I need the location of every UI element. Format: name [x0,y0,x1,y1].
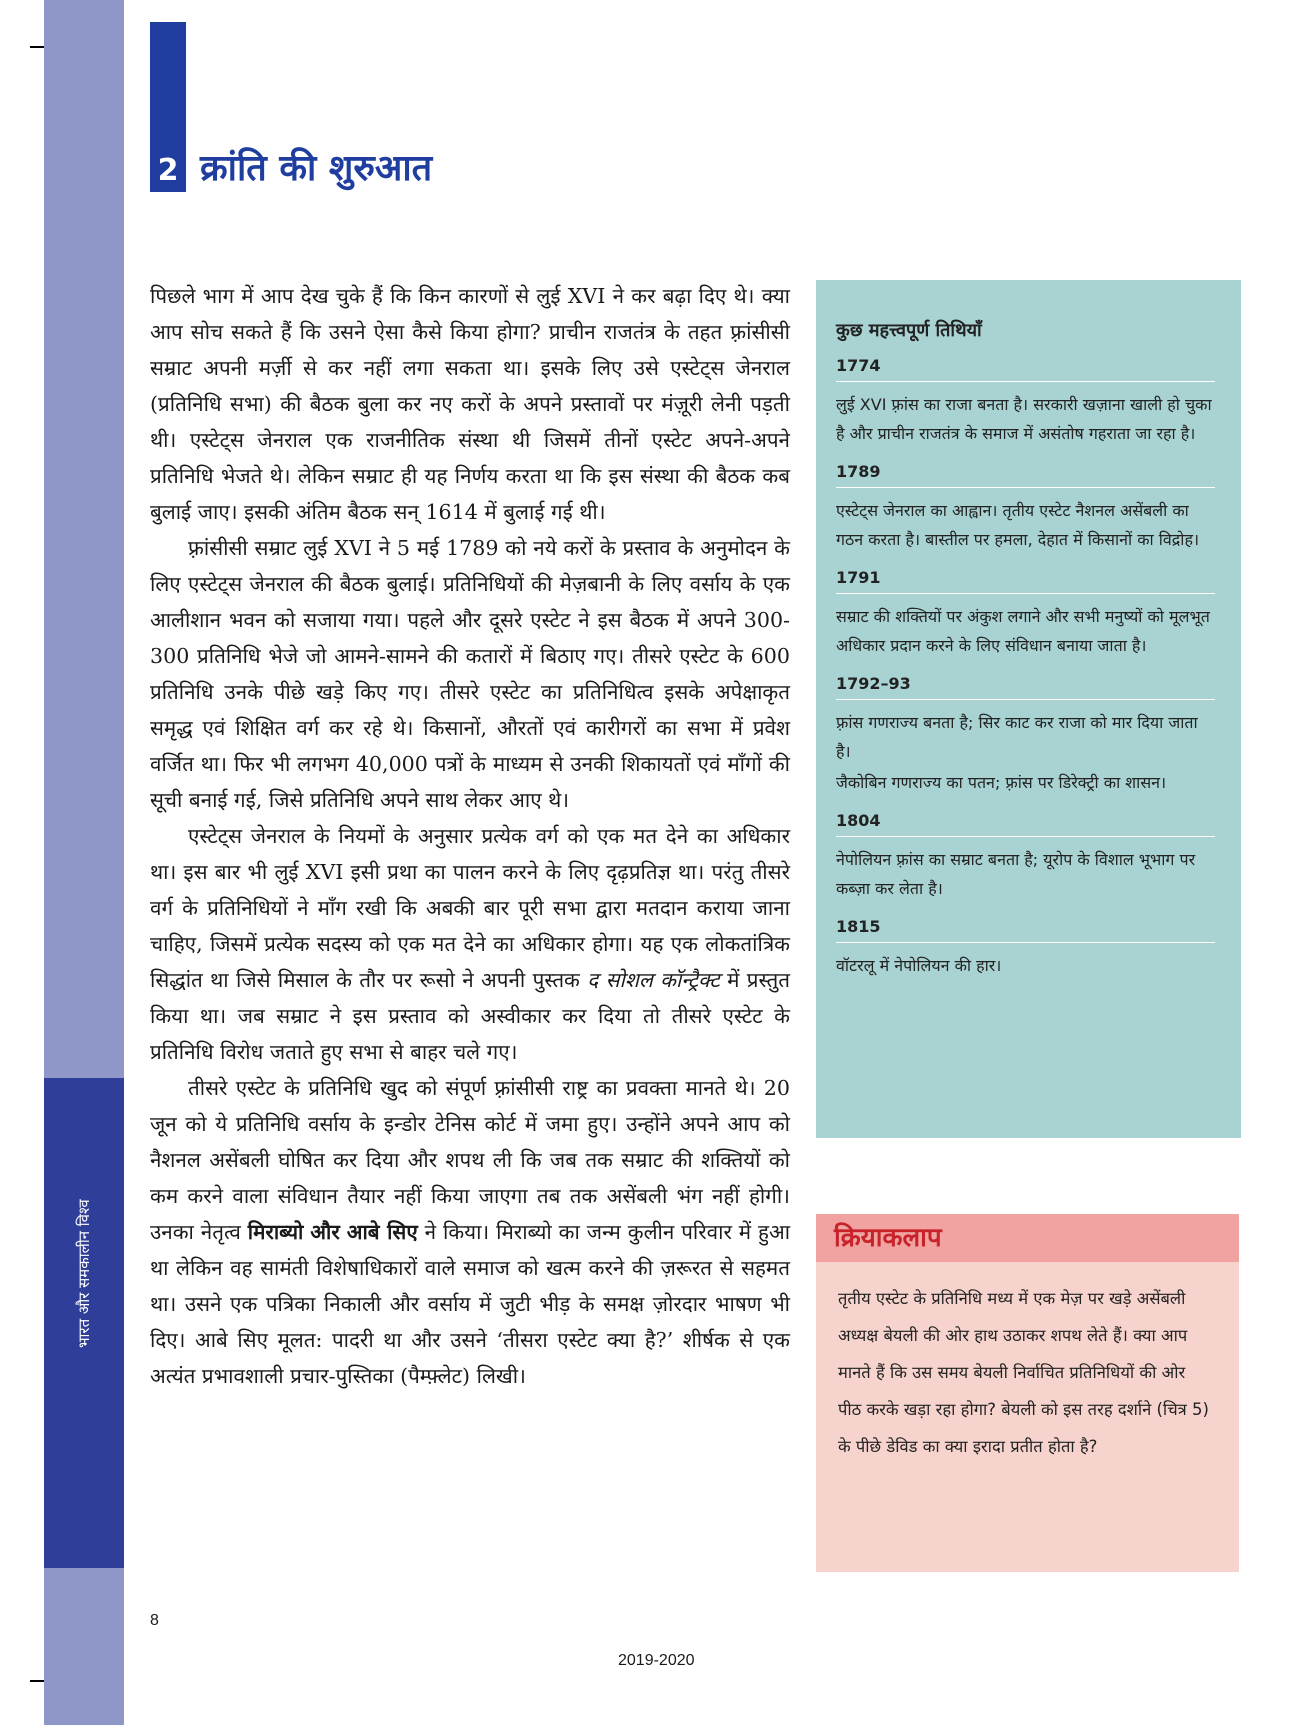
paragraph-1: पिछले भाग में आप देख चुके हैं कि किन कारणों से लुई XVI ने कर बढ़ा दिए थे। क्या आप सोच सकते हैं कि उसने ऐसा कैसे किया होगा? प्राचीन राजतंत्र के तहत फ़्रांसीसी सम्राट अपनी मर्ज़ी से कर नहीं लगा सकता था। इसके लिए उसे एस्टेट्स जेनराल (प्रतिनिधि सभा) की बैठक बुला कर नए करों के अपने प्रस्तावों पर मंज़ूरी लेनी पड़ती थी। एस्टेट्स जेनराल एक राजनीतिक संस्था थी जिसमें तीनों एस्टेट अपने-अपने प्रतिनिधि भेजते थे। लेकिन सम्राट ही यह निर्णय करता था कि इस संस्था की बैठक कब बुलाई जाए। इसकी अंतिम बैठक सन् 1614 में बुलाई गई थी। [150,284,790,524]
conjunction-and: और [310,1220,340,1244]
paragraph-4-part-a: तीसरे एस्टेट के प्रतिनिधि खुद को संपूर्ण फ़्रांसीसी राष्ट्र का प्रवक्ता मानते थे। 20 जून को ये प्रतिनिधि वर्साय के इन्डोर टेनिस कोर्ट में जमा हुए। उन्होंने अपने आप को नैशनल असेंबली घोषित कर दिया और शपथ ली कि जब तक सम्राट की शक्तियों को कम करने वाला संविधान तैयार नहीं किया जाएगा तब तक असेंबली भंग नहीं होगी। उनका नेतृत्व [150,1076,790,1244]
name-mirabeau: मिराब्यो [247,1220,304,1244]
book-side-title-text: भारत और समकालीन विश्व [75,1199,93,1348]
paragraph-3-part-b: में प्रस्तुत किया था। जब सम्राट ने इस प्रस्ताव को अस्वीकार कर दिया तो तीसरे एस्टेट के प्रतिनिधि विरोध जताते हुए सभा से बाहर चले गए। [150,968,791,1064]
important-dates-box [816,280,1241,1138]
page-number: 8 [150,1612,159,1629]
paragraph-4-part-b: ने किया। मिराब्यो का जन्म कुलीन परिवार में हुआ था लेकिन वह सामंती विशेषाधिकारों वाले समाज को खत्म करने की ज़रूरत से सहमत था। उसने एक पत्रिका निकाली और वर्साय में जुटी भीड़ के समक्ष ज़ोरदार भाषण भी दिए। आबे सिए मूलत: पादरी था और उसने ‘तीसरा एस्टेट क्या है?’ शीर्षक से एक अत्यंत प्रभावशाली प्रचार-पुस्तिका (पैम्फ़्लेट) लिखी। [150,1220,791,1388]
date-year: 1804 [836,807,1215,837]
date-event: नेपोलियन फ़्रांस का सम्राट बनता है; यूरोप के विशाल भूभाग पर कब्ज़ा कर लेता है। [836,850,1196,898]
dates-box-title: कुछ महत्त्वपूर्ण तिथियाँ [836,320,982,341]
section-title: क्रांति की शुरुआत [200,148,433,189]
name-abbe-sieyes: आबे सिए [346,1220,418,1244]
date-event-secondary: जैकोबिन गणराज्य का पतन; फ़्रांस पर डिरेक्ट्री का शासन। [836,773,1167,792]
date-year: 1791 [836,564,1215,594]
activity-title: क्रियाकलाप [816,1214,1239,1262]
paragraph-3 [150,818,790,1070]
crop-mark-top-left [30,46,44,48]
main-text [150,278,790,1394]
date-year: 1815 [836,913,1215,943]
date-year: 1789 [836,458,1215,488]
crop-mark-bottom-left [30,1680,44,1682]
date-event: वॉटरलू में नेपोलियन की हार। [836,956,1002,975]
paragraph-2: फ़्रांसीसी सम्राट लुई XVI ने 5 मई 1789 को नये करों के प्रस्ताव के अनुमोदन के लिए एस्टेट्स जेनराल की बैठक बुलाई। प्रतिनिधियों की मेज़बानी के लिए वर्साय के एक आलीशान भवन को सजाया गया। पहले और दूसरे एस्टेट ने इस बैठक में अपने 300-300 प्रतिनिधि भेजे जो आमने-सामने की कतारों में बिठाए गए। तीसरे एस्टेट के 600 प्रतिनिधि उनके पीछे खड़े किए गए। तीसरे एस्टेट का प्रतिनिधित्व इसके अपेक्षाकृत समृद्ध एवं शिक्षित वर्ग कर रहे थे। किसानों, औरतों एवं कारीगरों का सभा में प्रवेश वर्जित था। फिर भी लगभग 40,000 पत्रों के माध्यम से उनकी शिकायतों एवं माँगों की सूची बनाई गई, जिसे प्रतिनिधि अपने साथ लेकर आए थे। [150,536,790,812]
paragraph-3-part-a: एस्टेट्स जेनराल के नियमों के अनुसार प्रत्येक वर्ग को एक मत देने का अधिकार था। इस बार भी लुई XVI इसी प्रथा का पालन करने के लिए दृढ़प्रतिज्ञ था। परंतु तीसरे वर्ग के प्रतिनिधियों ने माँग रखी कि अबकी बार पूरी सभा द्वारा मतदान कराया जाना चाहिए, जिसमें प्रत्येक सदस्य को एक मत देने का अधिकार होगा। यह एक लोकतांत्रिक सिद्धांत था जिसे मिसाल के तौर पर रूसो ने अपनी पुस्तक [150,824,790,992]
date-year: 1792–93 [836,670,1215,700]
date-event: फ़्रांस गणराज्य बनता है; सिर काट कर राजा को मार दिया जाता है। [836,713,1198,761]
date-event: लुई XVI फ़्रांस का राजा बनता है। सरकारी खज़ाना खाली हो चुका है और प्राचीन राजतंत्र के समाज में असंतोष गहराता जा रहा है। [836,395,1212,443]
paragraph-4 [150,1070,790,1394]
section-number: 2 [157,153,179,188]
date-year: 1774 [836,352,1215,382]
book-title: द सोशल कॉन्ट्रैक्ट [587,968,720,992]
activity-text: तृतीय एस्टेट के प्रतिनिधि मध्य में एक मेज़ पर खड़े असेंबली अध्यक्ष बेयली की ओर हाथ उठाकर शपथ लेते हैं। क्या आप मानते हैं कि उस समय बेयली निर्वाचित प्रतिनिधियों की ओर पीठ करके खड़ा रहा होगा? बेयली को इस तरह दर्शाने (चित्र 5) के पीछे डेविड का क्या इरादा प्रतीत होता है? [838,1289,1209,1456]
date-event: एस्टेट्स जेनराल का आह्वान। तृतीय एस्टेट नैशनल असेंबली का गठन करता है। बास्तील पर हमला, देहात में किसानों का विद्रोह। [836,501,1200,549]
activity-box [816,1214,1239,1572]
edition-year: 2019-2020 [618,1652,695,1669]
date-event: सम्राट की शक्तियों पर अंकुश लगाने और सभी मनुष्यों को मूलभूत अधिकार प्रदान करने के लिए संविधान बनाया जाता है। [836,607,1210,655]
